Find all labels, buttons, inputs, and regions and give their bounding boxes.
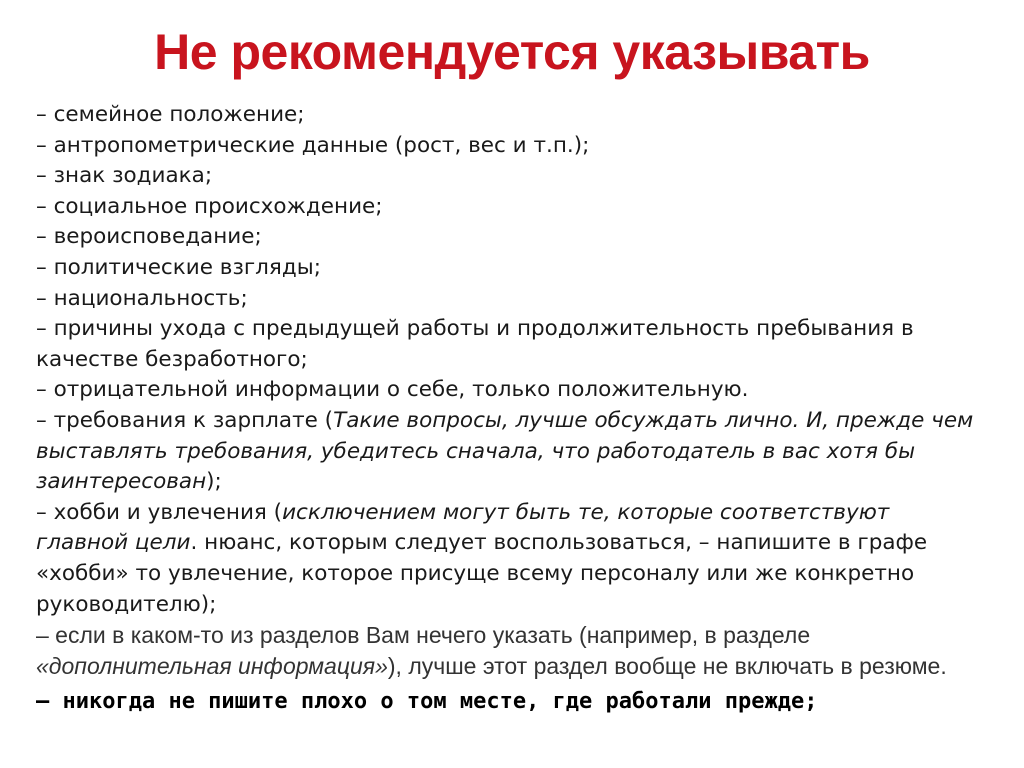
item-italic-note: исключением могут быть те, которые соответствуют главной цели	[36, 499, 890, 556]
list-item-empty-section	[36, 620, 986, 681]
list-item: – социальное происхождение;	[36, 193, 383, 219]
list-item: – семейное положение;	[36, 102, 305, 127]
item-italic-note: Такие вопросы, лучше обсуждать лично. И, прежде чем выставлять требования, убедитесь сначала, что работодатель в вас хотя бы заинтересован	[36, 407, 974, 495]
item-text: . нюанс, которым следует воспользоваться, – напишите в графе «хобби» то увлечение, которое присуще всему персоналу или же конкретно руководителю);	[36, 530, 928, 617]
recommendation-list	[36, 100, 986, 718]
list-item: – отрицательной информации о себе, только положительную.	[36, 377, 749, 403]
item-text: – если в каком-то из разделов Вам нечего указать (например, в разделе	[36, 622, 811, 649]
list-item-hobby	[36, 498, 986, 620]
list-item: – национальность;	[36, 285, 248, 311]
item-text: – требования к зарплате (	[36, 407, 334, 433]
item-italic-note: «дополнительная информация»	[36, 652, 388, 679]
list-item-salary	[36, 406, 986, 498]
item-text: – хобби и увлечения (	[36, 499, 283, 525]
slide-title: Не рекомендуется указывать	[154, 24, 870, 80]
list-item: – причины ухода с предыдущей работы и продолжительность пребывания в качестве безработного;	[36, 316, 914, 372]
item-text: );	[206, 469, 222, 495]
list-item: – политические взгляды;	[36, 254, 321, 280]
list-item-emphasis: – никогда не пишите плохо о том месте, где работали прежде;	[36, 689, 818, 715]
list-item: – знак зодиака;	[36, 163, 213, 189]
list-item: – вероисповедание;	[36, 224, 262, 250]
list-item: – антропометрические данные (рост, вес и т.п.);	[36, 132, 590, 158]
item-text: ), лучше этот раздел вообще не включать в резюме.	[387, 652, 947, 679]
